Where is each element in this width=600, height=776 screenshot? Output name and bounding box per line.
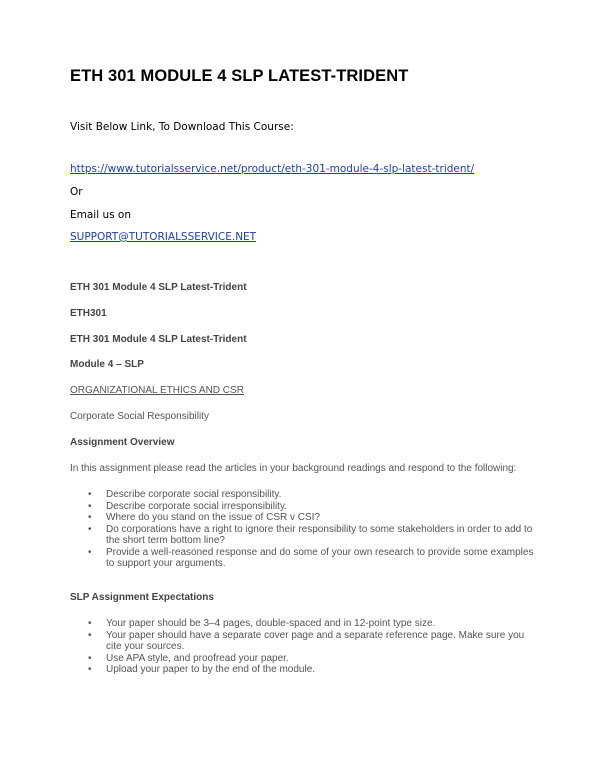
or-text: Or bbox=[70, 186, 83, 198]
bullet-icon: • bbox=[88, 618, 92, 629]
bullet-icon: • bbox=[88, 489, 92, 500]
list-item: • Upload your paper to by the end of the module. bbox=[88, 664, 316, 675]
heading-course: ETH 301 Module 4 SLP Latest-Trident bbox=[70, 282, 247, 293]
expectations-heading: SLP Assignment Expectations bbox=[70, 592, 214, 603]
list-item: • Do corporations have a right to ignore their responsibility to some stakeholders in order to add to the short term bottom line? bbox=[88, 523, 533, 546]
email-link-text[interactable]: SUPPORT@TUTORIALSSERVICE.NET bbox=[70, 231, 257, 243]
bullet-icon: • bbox=[88, 512, 92, 523]
email-link[interactable] bbox=[70, 231, 256, 243]
bullet-icon: • bbox=[88, 500, 92, 512]
bullet-icon: • bbox=[88, 652, 92, 664]
course-link[interactable] bbox=[70, 163, 474, 175]
overview-heading: Assignment Overview bbox=[70, 437, 175, 448]
email-label: Email us on bbox=[70, 209, 132, 221]
bullet-icon: • bbox=[88, 629, 92, 641]
overview-list bbox=[70, 489, 540, 570]
section-title: ORGANIZATIONAL ETHICS AND CSR bbox=[70, 385, 244, 396]
heading-course-repeat: ETH 301 Module 4 SLP Latest-Trident bbox=[70, 334, 247, 345]
bullet-icon: • bbox=[88, 523, 92, 535]
bullet-icon: • bbox=[88, 664, 92, 675]
document-title: ETH 301 MODULE 4 SLP LATEST-TRIDENT bbox=[70, 67, 409, 85]
bullet-icon: • bbox=[88, 546, 92, 558]
overview-text: In this assignment please read the articles in your background readings and respond to the following: bbox=[70, 463, 517, 474]
intro-text: Visit Below Link, To Download This Course: bbox=[70, 121, 294, 133]
list-item: • Describe corporate social irresponsibility. bbox=[88, 500, 287, 512]
list-item: • Where do you stand on the issue of CSR v CSI? bbox=[88, 512, 320, 523]
list-item: • Use APA style, and proofread your paper. bbox=[88, 652, 289, 664]
heading-module: Module 4 – SLP bbox=[70, 359, 144, 370]
list-item: • Describe corporate social responsibility. bbox=[88, 489, 282, 500]
expectations-list bbox=[70, 618, 540, 676]
subsection-title: Corporate Social Responsibility bbox=[70, 411, 209, 422]
heading-code: ETH301 bbox=[70, 308, 107, 319]
course-link-text[interactable]: https://www.tutorialsservice.net/product/eth-301-module-4-slp-latest-trident/ bbox=[70, 163, 475, 175]
list-item: • Your paper should be 3–4 pages, double-spaced and in 12-point type size. bbox=[88, 618, 436, 629]
list-item: • Provide a well-reasoned response and do some of your own research to provide some examples to support your arguments. bbox=[88, 546, 534, 569]
list-item: • Your paper should have a separate cover page and a separate reference page. Make sure you cite your sources. bbox=[88, 629, 525, 652]
